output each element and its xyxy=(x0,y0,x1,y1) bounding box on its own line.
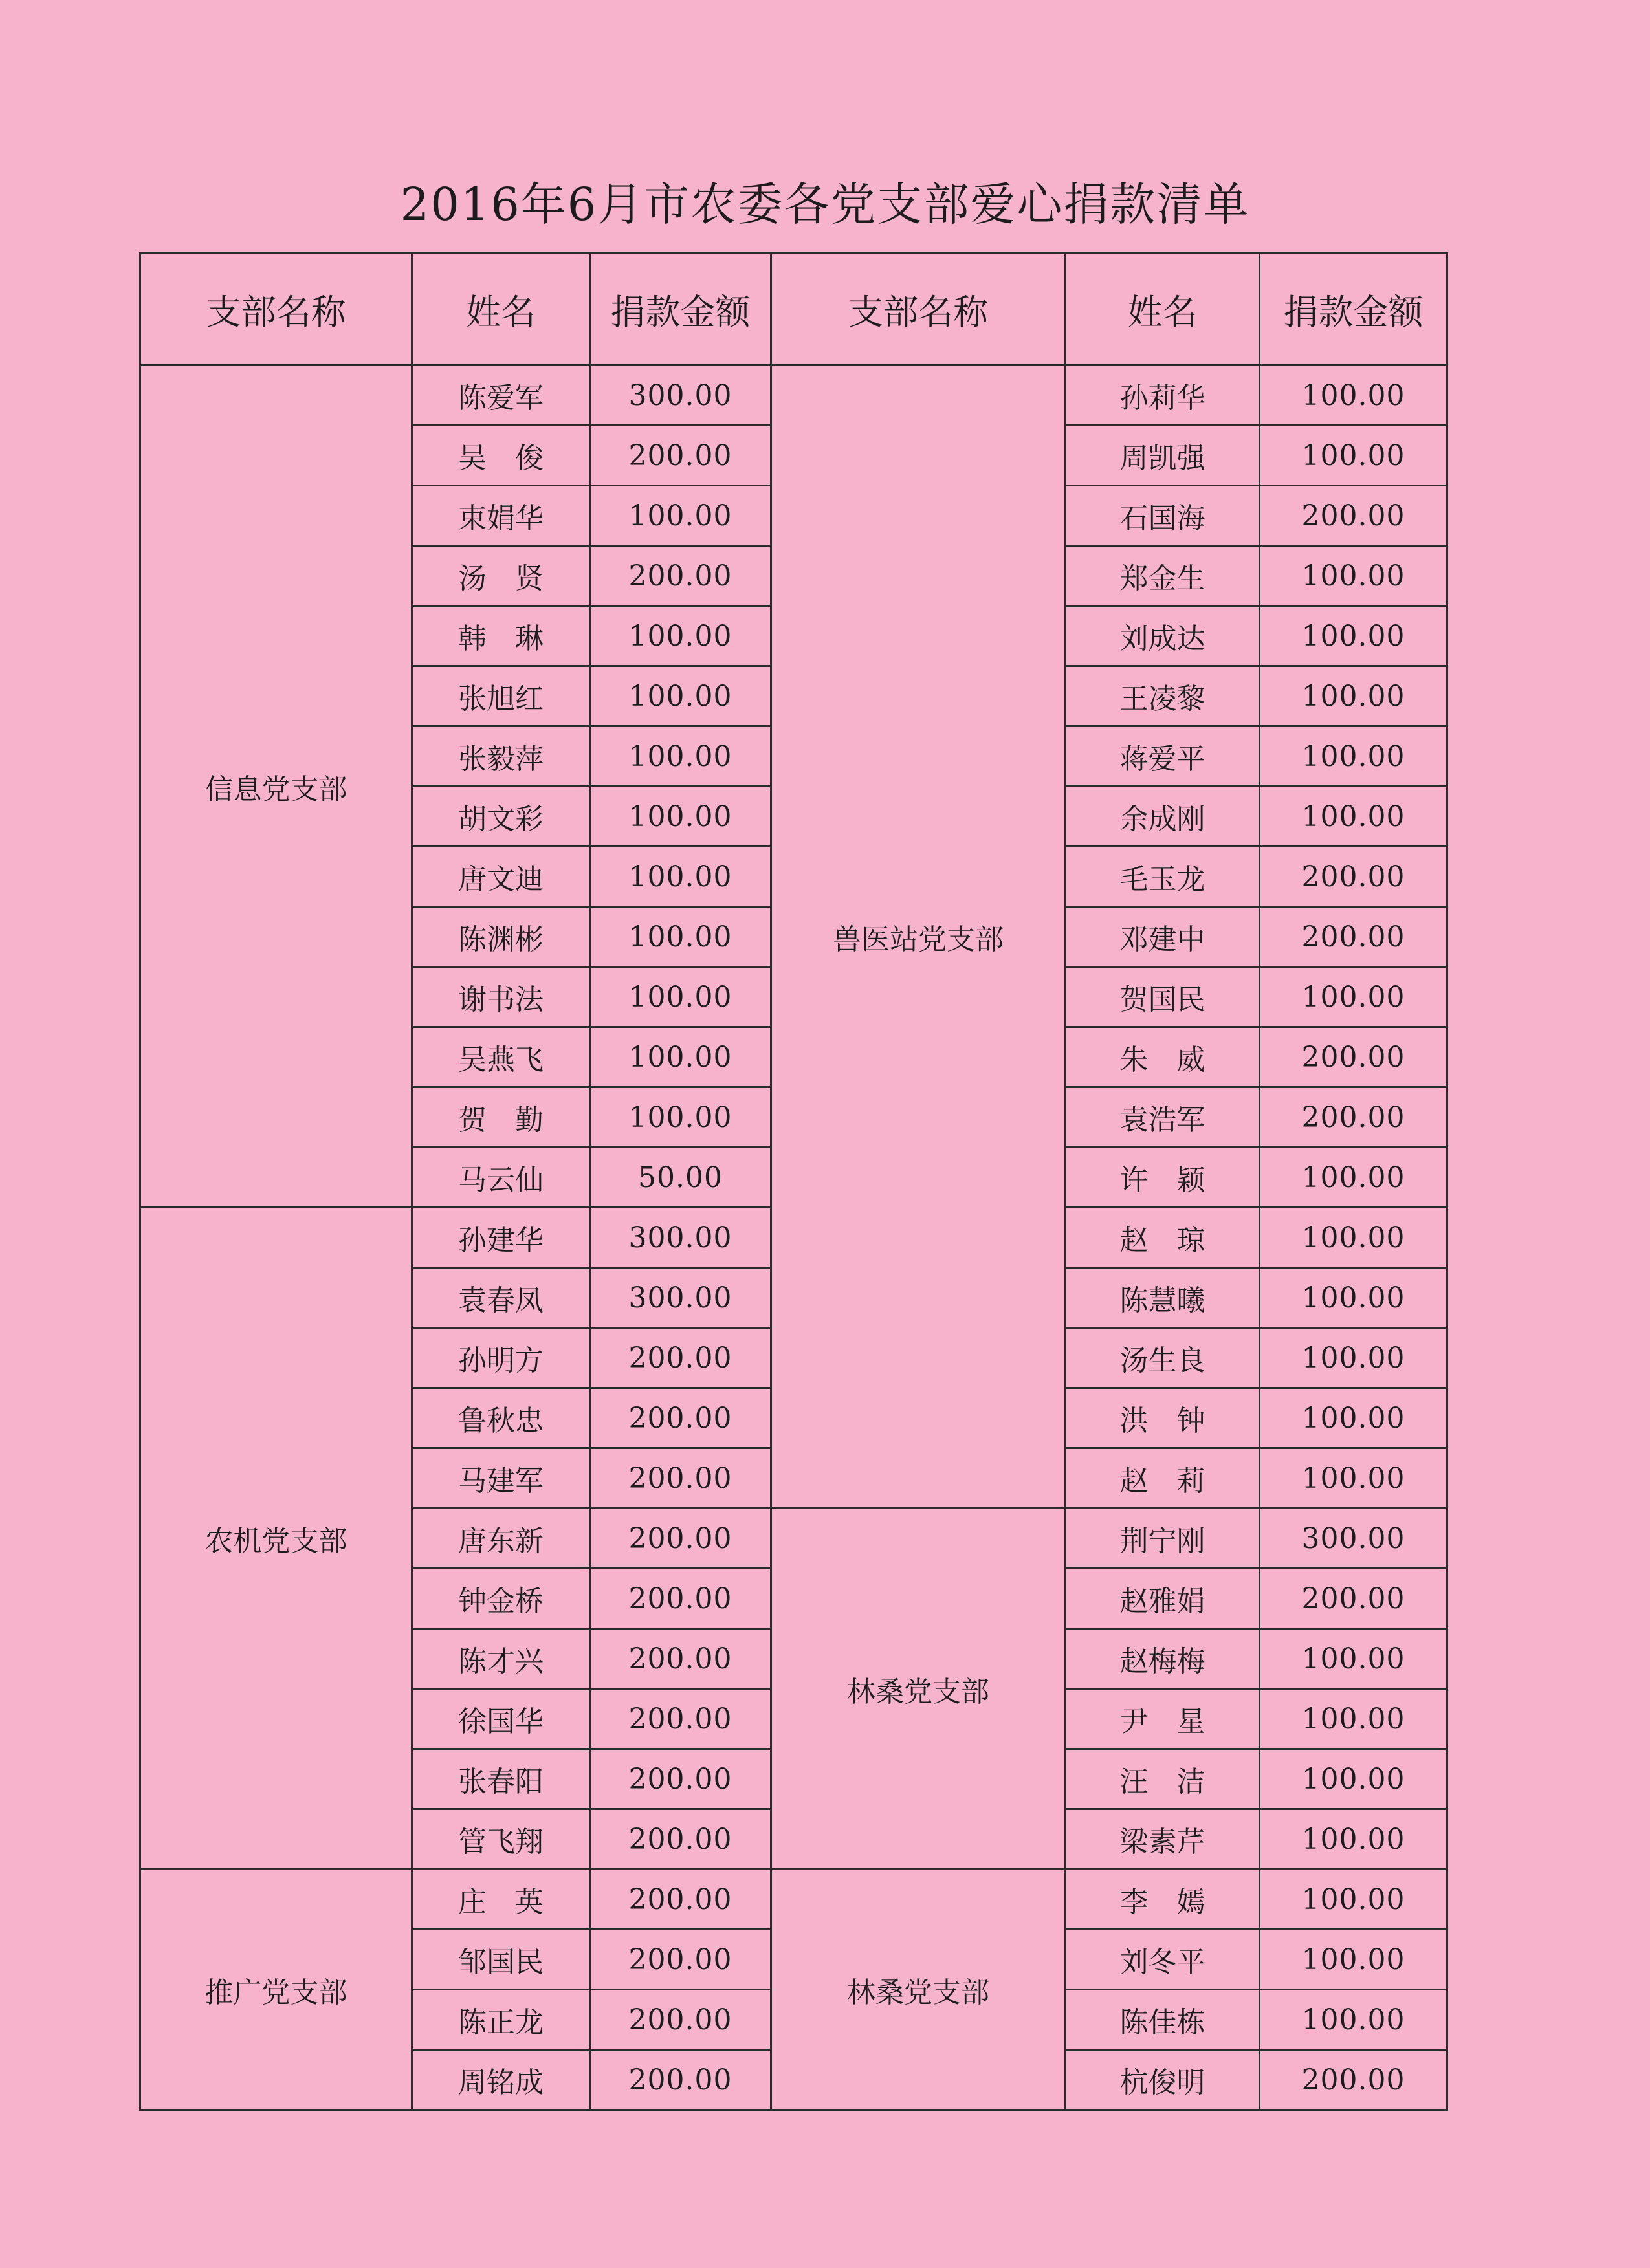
donor-name: 张旭红 xyxy=(412,666,590,726)
donation-amount: 200.00 xyxy=(590,1328,771,1388)
header-name-left: 姓名 xyxy=(412,254,590,365)
donation-amount: 300.00 xyxy=(590,1268,771,1328)
donor-name: 蒋爱平 xyxy=(1066,726,1260,787)
donation-amount: 100.00 xyxy=(1260,1689,1447,1749)
donor-name: 谢书法 xyxy=(412,967,590,1027)
donation-amount: 100.00 xyxy=(590,606,771,666)
donor-name: 陈慧曦 xyxy=(1066,1268,1260,1328)
donor-name: 韩 琳 xyxy=(412,606,590,666)
donation-amount: 200.00 xyxy=(590,1930,771,1990)
donation-amount: 100.00 xyxy=(1260,365,1447,426)
donor-name: 王凌黎 xyxy=(1066,666,1260,726)
donor-name: 袁春凤 xyxy=(412,1268,590,1328)
donation-amount: 100.00 xyxy=(1260,1268,1447,1328)
donation-amount: 200.00 xyxy=(590,1388,771,1448)
donation-amount: 200.00 xyxy=(590,1629,771,1689)
donation-amount: 300.00 xyxy=(590,365,771,426)
header-name-right: 姓名 xyxy=(1066,254,1260,365)
donation-amount: 200.00 xyxy=(590,1689,771,1749)
donor-name: 杭俊明 xyxy=(1066,2050,1260,2110)
donor-name: 洪 钟 xyxy=(1066,1388,1260,1448)
donation-amount: 200.00 xyxy=(590,1809,771,1870)
donation-amount: 100.00 xyxy=(590,847,771,907)
donation-amount: 100.00 xyxy=(1260,1148,1447,1208)
donation-amount: 200.00 xyxy=(1260,1027,1447,1087)
header-amount-right: 捐款金额 xyxy=(1260,254,1447,365)
donor-name: 邓建中 xyxy=(1066,907,1260,967)
table-row xyxy=(140,365,1447,426)
donor-name: 张春阳 xyxy=(412,1749,590,1809)
donation-amount: 200.00 xyxy=(1260,847,1447,907)
donation-amount: 200.00 xyxy=(590,426,771,486)
donor-name: 汪 洁 xyxy=(1066,1749,1260,1809)
header-branch-left: 支部名称 xyxy=(140,254,412,365)
donor-name: 孙建华 xyxy=(412,1208,590,1268)
donor-name: 周铭成 xyxy=(412,2050,590,2110)
donation-amount: 200.00 xyxy=(1260,2050,1447,2110)
donation-amount: 200.00 xyxy=(1260,1569,1447,1629)
header-branch-right: 支部名称 xyxy=(771,254,1066,365)
donation-amount: 200.00 xyxy=(590,2050,771,2110)
branch-cell: 兽医站党支部 xyxy=(771,365,1066,1509)
donor-name: 陈佳栋 xyxy=(1066,1990,1260,2050)
donor-name: 荆宁刚 xyxy=(1066,1509,1260,1569)
donor-name: 赵 莉 xyxy=(1066,1448,1260,1509)
donation-amount: 100.00 xyxy=(1260,1208,1447,1268)
donor-name: 赵 琼 xyxy=(1066,1208,1260,1268)
donor-name: 尹 星 xyxy=(1066,1689,1260,1749)
donor-name: 汤生良 xyxy=(1066,1328,1260,1388)
donor-name: 钟金桥 xyxy=(412,1569,590,1629)
donor-name: 马建军 xyxy=(412,1448,590,1509)
donor-name: 贺 勤 xyxy=(412,1087,590,1148)
donor-name: 梁素芹 xyxy=(1066,1809,1260,1870)
table-body xyxy=(140,365,1447,2110)
donation-amount: 100.00 xyxy=(1260,666,1447,726)
table-row xyxy=(140,1870,1447,1930)
donor-name: 赵雅娟 xyxy=(1066,1569,1260,1629)
page-title: 2016年6月市农委各党支部爱心捐款清单 xyxy=(400,178,1250,231)
donation-amount: 100.00 xyxy=(1260,1809,1447,1870)
donation-amount: 200.00 xyxy=(590,1749,771,1809)
branch-cell: 农机党支部 xyxy=(140,1208,412,1870)
donation-amount: 200.00 xyxy=(1260,1087,1447,1148)
donation-amount: 200.00 xyxy=(590,546,771,606)
donor-name: 束娟华 xyxy=(412,486,590,546)
donor-name: 张毅萍 xyxy=(412,726,590,787)
donor-name: 陈爱军 xyxy=(412,365,590,426)
donor-name: 陈正龙 xyxy=(412,1990,590,2050)
donation-amount: 100.00 xyxy=(1260,1388,1447,1448)
donation-amount: 100.00 xyxy=(1260,1328,1447,1388)
donor-name: 胡文彩 xyxy=(412,787,590,847)
donation-amount: 100.00 xyxy=(1260,1930,1447,1990)
donation-amount: 100.00 xyxy=(1260,967,1447,1027)
donor-name: 余成刚 xyxy=(1066,787,1260,847)
donation-amount: 100.00 xyxy=(590,666,771,726)
donor-name: 朱 威 xyxy=(1066,1027,1260,1087)
donation-amount: 200.00 xyxy=(1260,486,1447,546)
table-header-row xyxy=(140,254,1447,365)
donation-amount: 200.00 xyxy=(590,1870,771,1930)
donor-name: 陈才兴 xyxy=(412,1629,590,1689)
donation-amount: 100.00 xyxy=(590,967,771,1027)
donation-amount: 100.00 xyxy=(1260,1629,1447,1689)
donation-amount: 300.00 xyxy=(1260,1509,1447,1569)
donor-name: 刘冬平 xyxy=(1066,1930,1260,1990)
donation-amount: 100.00 xyxy=(1260,1448,1447,1509)
donor-name: 孙莉华 xyxy=(1066,365,1260,426)
donor-name: 孙明方 xyxy=(412,1328,590,1388)
donation-amount: 100.00 xyxy=(1260,546,1447,606)
donation-amount: 100.00 xyxy=(1260,606,1447,666)
donation-amount: 100.00 xyxy=(1260,1870,1447,1930)
donation-amount: 200.00 xyxy=(590,1448,771,1509)
donor-name: 吴燕飞 xyxy=(412,1027,590,1087)
donor-name: 徐国华 xyxy=(412,1689,590,1749)
donation-amount: 200.00 xyxy=(590,1990,771,2050)
donation-amount: 100.00 xyxy=(1260,726,1447,787)
donor-name: 袁浩军 xyxy=(1066,1087,1260,1148)
donation-amount: 200.00 xyxy=(590,1509,771,1569)
donation-amount: 100.00 xyxy=(1260,426,1447,486)
donation-amount: 300.00 xyxy=(590,1208,771,1268)
branch-cell: 信息党支部 xyxy=(140,365,412,1208)
donor-name: 汤 贤 xyxy=(412,546,590,606)
donation-amount: 100.00 xyxy=(590,486,771,546)
donor-name: 赵梅梅 xyxy=(1066,1629,1260,1689)
donor-name: 许 颖 xyxy=(1066,1148,1260,1208)
branch-cell: 林桑党支部 xyxy=(771,1870,1066,2110)
donor-name: 吴 俊 xyxy=(412,426,590,486)
header-amount-left: 捐款金额 xyxy=(590,254,771,365)
donation-amount: 200.00 xyxy=(1260,907,1447,967)
donation-amount: 100.00 xyxy=(590,787,771,847)
donation-amount: 100.00 xyxy=(590,1027,771,1087)
donor-name: 唐东新 xyxy=(412,1509,590,1569)
donor-name: 石国海 xyxy=(1066,486,1260,546)
donor-name: 管飞翔 xyxy=(412,1809,590,1870)
donation-amount: 100.00 xyxy=(1260,787,1447,847)
donor-name: 陈渊彬 xyxy=(412,907,590,967)
donor-name: 刘成达 xyxy=(1066,606,1260,666)
donation-amount: 200.00 xyxy=(590,1569,771,1629)
donor-name: 郑金生 xyxy=(1066,546,1260,606)
branch-cell: 推广党支部 xyxy=(140,1870,412,2110)
donation-amount: 100.00 xyxy=(590,1087,771,1148)
donation-table xyxy=(139,252,1448,2111)
donor-name: 周凯强 xyxy=(1066,426,1260,486)
donor-name: 唐文迪 xyxy=(412,847,590,907)
donation-amount: 100.00 xyxy=(1260,1990,1447,2050)
donor-name: 鲁秋忠 xyxy=(412,1388,590,1448)
donor-name: 李 嫣 xyxy=(1066,1870,1260,1930)
donor-name: 贺国民 xyxy=(1066,967,1260,1027)
donation-amount: 100.00 xyxy=(1260,1749,1447,1809)
donor-name: 毛玉龙 xyxy=(1066,847,1260,907)
branch-cell: 林桑党支部 xyxy=(771,1509,1066,1870)
donation-amount: 100.00 xyxy=(590,726,771,787)
donation-amount: 100.00 xyxy=(590,907,771,967)
donation-amount: 50.00 xyxy=(590,1148,771,1208)
donor-name: 邹国民 xyxy=(412,1930,590,1990)
donor-name: 庄 英 xyxy=(412,1870,590,1930)
donor-name: 马云仙 xyxy=(412,1148,590,1208)
